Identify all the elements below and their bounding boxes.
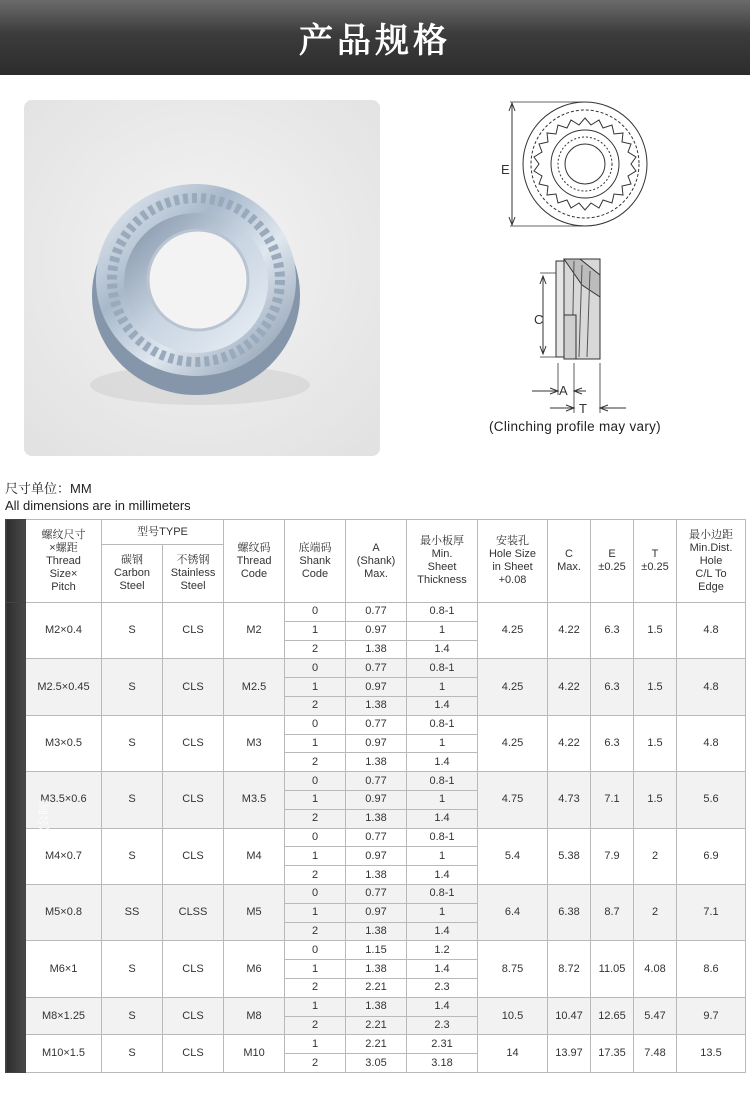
a-shank-cell: 1.38 (346, 922, 407, 941)
shank-code-cell: 2 (285, 640, 346, 659)
header-thread-code: 螺纹码 Thread Code (224, 520, 285, 603)
e-cell: 7.9 (591, 828, 634, 884)
stainless-steel-cell: CLS (163, 772, 224, 828)
dimension-t-label: T (579, 401, 587, 416)
thread-size-cell: M8×1.25 (26, 997, 102, 1035)
min-sheet-cell: 0.8-1 (407, 603, 478, 622)
carbon-steel-cell: S (102, 715, 163, 771)
a-shank-cell: 0.97 (346, 903, 407, 922)
dimension-a-label: A (559, 383, 568, 398)
a-shank-cell: 1.38 (346, 866, 407, 885)
t-cell: 1.5 (634, 772, 677, 828)
shank-code-cell: 1 (285, 903, 346, 922)
c-max-cell: 5.38 (548, 828, 591, 884)
carbon-steel-cell: S (102, 659, 163, 715)
thread-size-cell: M4×0.7 (26, 828, 102, 884)
shank-code-cell: 0 (285, 715, 346, 734)
c-max-cell: 13.97 (548, 1035, 591, 1073)
min-sheet-cell: 0.8-1 (407, 715, 478, 734)
a-shank-cell: 2.21 (346, 1016, 407, 1035)
shank-code-cell: 1 (285, 1035, 346, 1054)
shank-code-cell: 1 (285, 997, 346, 1016)
header-thread-size: 螺纹尺寸 ×螺距 Thread Size× Pitch (26, 520, 102, 603)
clinching-note: (Clinching profile may vary) (489, 419, 661, 434)
a-shank-cell: 1.15 (346, 941, 407, 960)
min-sheet-cell: 3.18 (407, 1054, 478, 1073)
min-dist-cell: 6.9 (677, 828, 746, 884)
shank-code-cell: 2 (285, 1016, 346, 1035)
e-cell: 6.3 (591, 715, 634, 771)
header-hole-size: 安装孔 Hole Size in Sheet +0.08 (478, 520, 548, 603)
a-shank-cell: 0.97 (346, 678, 407, 697)
thread-size-cell: M6×1 (26, 941, 102, 997)
units-note (5, 480, 191, 514)
clinch-nut-photo (24, 100, 380, 456)
t-cell: 5.47 (634, 997, 677, 1035)
t-cell: 4.08 (634, 941, 677, 997)
shank-code-cell: 0 (285, 941, 346, 960)
shank-code-cell: 2 (285, 922, 346, 941)
shank-code-cell: 2 (285, 809, 346, 828)
thread-code-cell: M2.5 (224, 659, 285, 715)
side-label-cell (6, 603, 50, 1073)
min-sheet-cell: 1.4 (407, 696, 478, 715)
hole-size-cell: 10.5 (478, 997, 548, 1035)
table-row (6, 772, 746, 791)
min-dist-cell: 4.8 (677, 715, 746, 771)
e-cell: 8.7 (591, 884, 634, 940)
header-e: E ±0.25 (591, 520, 634, 603)
c-max-cell: 6.38 (548, 884, 591, 940)
stainless-steel-cell: CLS (163, 659, 224, 715)
min-sheet-cell: 1 (407, 734, 478, 753)
min-sheet-cell: 1.4 (407, 997, 478, 1016)
min-dist-cell: 4.8 (677, 659, 746, 715)
thread-code-cell: M3.5 (224, 772, 285, 828)
header-shank-code: 底端码 Shank Code (285, 520, 346, 603)
min-sheet-cell: 1.4 (407, 809, 478, 828)
carbon-steel-cell: S (102, 772, 163, 828)
a-shank-cell: 1.38 (346, 753, 407, 772)
dimension-c-label: C (534, 312, 544, 327)
carbon-steel-cell: S (102, 603, 163, 659)
min-sheet-cell: 2.3 (407, 1016, 478, 1035)
min-sheet-cell: 1.4 (407, 640, 478, 659)
header-min-sheet: 最小板厚 Min. Sheet Thickness (407, 520, 478, 603)
hole-size-cell: 6.4 (478, 884, 548, 940)
table-row (6, 828, 746, 847)
shank-code-cell: 2 (285, 866, 346, 885)
a-shank-cell: 0.77 (346, 884, 407, 903)
min-sheet-cell: 1 (407, 621, 478, 640)
min-sheet-cell: 0.8-1 (407, 884, 478, 903)
title-banner (0, 0, 750, 75)
shank-code-cell: 2 (285, 696, 346, 715)
a-shank-cell: 0.97 (346, 790, 407, 809)
technical-drawing (470, 95, 730, 445)
header-corner (6, 520, 26, 603)
thread-code-cell: M3 (224, 715, 285, 771)
table-row (6, 659, 746, 678)
thread-size-cell: M5×0.8 (26, 884, 102, 940)
stainless-steel-cell: CLS (163, 1035, 224, 1073)
thread-code-cell: M2 (224, 603, 285, 659)
e-cell: 7.1 (591, 772, 634, 828)
shank-code-cell: 2 (285, 753, 346, 772)
thread-code-cell: M10 (224, 1035, 285, 1073)
min-sheet-cell: 1.4 (407, 922, 478, 941)
thread-size-cell: M3.5×0.6 (26, 772, 102, 828)
header-type-group: 型号TYPE (102, 520, 224, 545)
stainless-steel-cell: CLS (163, 603, 224, 659)
hole-size-cell: 4.25 (478, 715, 548, 771)
hole-size-cell: 5.4 (478, 828, 548, 884)
min-dist-cell: 4.8 (677, 603, 746, 659)
shank-code-cell: 0 (285, 828, 346, 847)
stainless-steel-cell: CLS (163, 828, 224, 884)
thread-size-cell: M2.5×0.45 (26, 659, 102, 715)
min-dist-cell: 8.6 (677, 941, 746, 997)
shank-code-cell: 1 (285, 734, 346, 753)
a-shank-cell: 0.77 (346, 715, 407, 734)
min-dist-cell: 13.5 (677, 1035, 746, 1073)
hole-size-cell: 4.75 (478, 772, 548, 828)
e-cell: 17.35 (591, 1035, 634, 1073)
shank-code-cell: 1 (285, 621, 346, 640)
min-sheet-cell: 0.8-1 (407, 659, 478, 678)
a-shank-cell: 0.77 (346, 603, 407, 622)
t-cell: 1.5 (634, 715, 677, 771)
table-row (6, 941, 746, 960)
a-shank-cell: 1.38 (346, 960, 407, 979)
carbon-steel-cell: SS (102, 884, 163, 940)
thread-size-cell: M2×0.4 (26, 603, 102, 659)
thread-code-cell: M6 (224, 941, 285, 997)
header-c-max: C Max. (548, 520, 591, 603)
hole-size-cell: 14 (478, 1035, 548, 1073)
t-cell: 2 (634, 884, 677, 940)
min-sheet-cell: 1 (407, 847, 478, 866)
a-shank-cell: 1.38 (346, 696, 407, 715)
a-shank-cell: 2.21 (346, 978, 407, 997)
table-row (6, 715, 746, 734)
header-a-shank: A (Shank) Max. (346, 520, 407, 603)
shank-code-cell: 2 (285, 978, 346, 997)
min-sheet-cell: 2.3 (407, 978, 478, 997)
metric-label: METRIC(公制) (37, 799, 50, 876)
e-cell: 12.65 (591, 997, 634, 1035)
shank-code-cell: 0 (285, 772, 346, 791)
t-cell: 1.5 (634, 603, 677, 659)
stainless-steel-cell: CLSS (163, 884, 224, 940)
min-sheet-cell: 1.4 (407, 866, 478, 885)
min-sheet-cell: 1.2 (407, 941, 478, 960)
stainless-steel-cell: CLS (163, 715, 224, 771)
a-shank-cell: 1.38 (346, 640, 407, 659)
min-sheet-cell: 1.4 (407, 753, 478, 772)
dimension-drawing (470, 95, 730, 445)
stainless-steel-cell: CLS (163, 997, 224, 1035)
shank-code-cell: 1 (285, 960, 346, 979)
c-max-cell: 4.73 (548, 772, 591, 828)
hole-size-cell: 4.25 (478, 659, 548, 715)
carbon-steel-cell: S (102, 1035, 163, 1073)
header-min-dist: 最小边距 Min.Dist. Hole C/L To Edge (677, 520, 746, 603)
t-cell: 1.5 (634, 659, 677, 715)
e-cell: 6.3 (591, 603, 634, 659)
carbon-steel-cell: S (102, 828, 163, 884)
shank-code-cell: 2 (285, 1054, 346, 1073)
a-shank-cell: 0.77 (346, 659, 407, 678)
hole-size-cell: 8.75 (478, 941, 548, 997)
a-shank-cell: 0.97 (346, 734, 407, 753)
t-cell: 7.48 (634, 1035, 677, 1073)
min-sheet-cell: 1 (407, 678, 478, 697)
table-row (6, 603, 746, 622)
a-shank-cell: 0.77 (346, 772, 407, 791)
shank-code-cell: 1 (285, 790, 346, 809)
min-dist-cell: 5.6 (677, 772, 746, 828)
c-max-cell: 4.22 (548, 603, 591, 659)
a-shank-cell: 0.97 (346, 847, 407, 866)
e-cell: 11.05 (591, 941, 634, 997)
a-shank-cell: 0.77 (346, 828, 407, 847)
stainless-steel-cell: CLS (163, 941, 224, 997)
spec-table-body (6, 603, 746, 1073)
thread-code-cell: M4 (224, 828, 285, 884)
header-stainless-steel: 不锈钢 Stainless Steel (163, 545, 224, 603)
t-cell: 2 (634, 828, 677, 884)
banner-title: 产品规格 (299, 21, 451, 61)
carbon-steel-cell: S (102, 941, 163, 997)
a-shank-cell: 1.38 (346, 809, 407, 828)
min-sheet-cell: 1 (407, 903, 478, 922)
header-t: T ±0.25 (634, 520, 677, 603)
c-max-cell: 8.72 (548, 941, 591, 997)
shank-code-cell: 0 (285, 659, 346, 678)
c-max-cell: 4.22 (548, 659, 591, 715)
min-sheet-cell: 0.8-1 (407, 828, 478, 847)
table-row (6, 997, 746, 1016)
units-cn: 尺寸单位：MM (5, 481, 92, 496)
min-sheet-cell: 1.4 (407, 960, 478, 979)
c-max-cell: 10.47 (548, 997, 591, 1035)
thread-size-cell: M3×0.5 (26, 715, 102, 771)
min-dist-cell: 7.1 (677, 884, 746, 940)
c-max-cell: 4.22 (548, 715, 591, 771)
table-row (6, 1035, 746, 1054)
a-shank-cell: 1.38 (346, 997, 407, 1016)
shank-code-cell: 1 (285, 678, 346, 697)
carbon-steel-cell: S (102, 997, 163, 1035)
spec-table (5, 519, 746, 1073)
min-sheet-cell: 1 (407, 790, 478, 809)
min-sheet-cell: 0.8-1 (407, 772, 478, 791)
min-dist-cell: 9.7 (677, 997, 746, 1035)
thread-size-cell: M10×1.5 (26, 1035, 102, 1073)
a-shank-cell: 0.97 (346, 621, 407, 640)
min-sheet-cell: 2.31 (407, 1035, 478, 1054)
thread-code-cell: M8 (224, 997, 285, 1035)
a-shank-cell: 3.05 (346, 1054, 407, 1073)
a-shank-cell: 2.21 (346, 1035, 407, 1054)
thread-code-cell: M5 (224, 884, 285, 940)
dimension-e-label: E (501, 162, 510, 177)
product-photo (24, 100, 380, 456)
table-row (6, 884, 746, 903)
shank-code-cell: 0 (285, 603, 346, 622)
shank-code-cell: 1 (285, 847, 346, 866)
hole-size-cell: 4.25 (478, 603, 548, 659)
header-carbon-steel: 碳钢 Carbon Steel (102, 545, 163, 603)
units-en: All dimensions are in millimeters (5, 498, 191, 513)
shank-code-cell: 0 (285, 884, 346, 903)
e-cell: 6.3 (591, 659, 634, 715)
